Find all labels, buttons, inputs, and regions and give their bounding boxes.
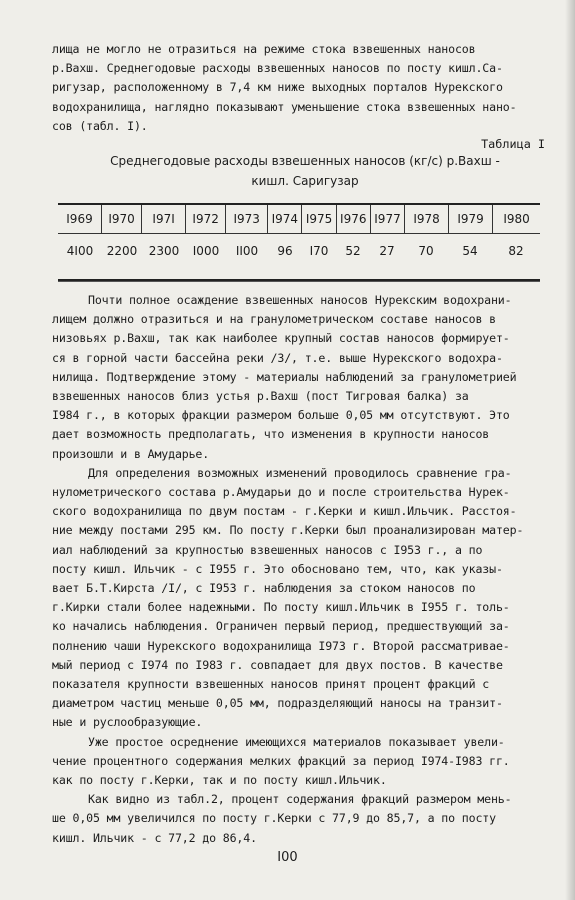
text-line: ского водохранилища по двум постам - г.Керки и кишл.Ильчик. Расстоя- [52, 504, 517, 519]
table-value-cell: 70 [418, 244, 434, 258]
table-bottom-rule-2 [58, 281, 540, 282]
text-line: р.Вахш. Среднегодовые расходы взвешенных наносов по посту кишл.Са- [52, 61, 503, 76]
page-edge-shadow [565, 0, 575, 900]
paragraph-first-line: Как видно из табл.2, процент содержания фракций размером мень- [88, 792, 512, 807]
table-value-cell: 82 [508, 244, 524, 258]
paragraph-first-line: Для определения возможных изменений проводилось сравнение гра- [88, 465, 512, 480]
text-line: посту кишл. Ильчик - с I955 г. Это обосновано тем, что, как указы- [52, 561, 503, 576]
table-value-cell: 4I00 [66, 244, 94, 258]
text-line: ся в горной части бассейна реки /3/, т.е. выше Нурекского водохра- [52, 350, 503, 365]
text-line: дает возможность предполагать, что изменения в крупности наносов [52, 427, 490, 442]
table-year-cell: I970 [102, 205, 142, 233]
table-caption-line-1: Среднегодовые расходы взвешенных наносов (кг/с) р.Вахш - [110, 154, 500, 168]
table-year-cell: I969 [58, 205, 102, 233]
table-values-row [58, 234, 540, 268]
text-line: ригузар, расположенному в 7,4 км ниже выходных порталов Нурекского [52, 80, 503, 95]
text-line: нилища. Подтверждение этому - материалы наблюдений за гранулометрией [52, 369, 517, 384]
text-line: низовьях р.Вахш, так как наиболее крупный состав наносов формирует- [52, 331, 510, 346]
table-year-cell: I976 [337, 205, 371, 233]
text-line: диаметром частиц меньше 0,05 мм, подразделяющий наносы на транзит- [52, 696, 503, 711]
table-header-row [58, 205, 540, 233]
table-value-cell: 2200 [106, 244, 138, 258]
text-line: кишл. Ильчик - с 77,2 до 86,4. [52, 830, 257, 845]
text-line: чение процентного содержания мелких фракций за период I974-I983 гг. [52, 753, 510, 768]
text-line: показателя крупности взвешенных наносов принят процент фракций с [52, 677, 490, 692]
paragraph-first-line: Почти полное осаждение взвешенных наносов Нурекским водохрани- [88, 293, 512, 307]
text-line: I984 г., в которых фракции размером больше 0,05 мм отсутствуют. Это [52, 408, 510, 423]
table-value-cell: II00 [235, 244, 259, 258]
table-year-cell: I980 [503, 212, 530, 226]
text-line: лищем должно отразиться и на гранулометрическом составе наносов в [52, 312, 496, 327]
table-year-cell: I975 [302, 205, 336, 233]
text-line: вает Б.Т.Кирста /I/, с I953 г. наблюдения за стоком наносов по [52, 581, 476, 596]
table-value-cell: 2300 [148, 244, 180, 258]
text-line: сов (табл. I). [52, 118, 148, 133]
table-year-cell: I972 [186, 205, 226, 233]
text-line: иал наблюдений за крупностью взвешенных наносов с I953 г., а по [52, 542, 483, 557]
intro-paragraph [52, 40, 562, 136]
body-text [52, 291, 562, 848]
text-line: водохранилища, наглядно показывают уменьшение стока взвешенных нано- [52, 99, 517, 114]
table-year-cell: I97I [142, 205, 186, 233]
text-line: произошли и в Амударье. [52, 446, 210, 461]
table-year-cell: I974 [268, 205, 302, 233]
text-line: мый период с I974 по I983 г. совпадает для двух постов. В качестве [52, 657, 503, 672]
text-line: ко начались наблюдения. Ограничен первый период, предшествующий за- [52, 619, 510, 634]
table-value-cell: 54 [462, 244, 478, 258]
table-value-cell: 96 [277, 244, 293, 258]
text-line: нулометрического состава р.Амударьи до и после строительства Нурек- [52, 485, 510, 500]
table-caption-line-2: кишл. Саригузар [251, 174, 359, 188]
paragraph-first-line: Уже простое осреднение имеющихся материалов показывает увели- [88, 734, 505, 749]
table-value-cell: 27 [379, 244, 395, 258]
table-value-cell: I000 [192, 244, 220, 258]
page-number: I00 [277, 850, 298, 865]
text-line: взвешенных наносов близ устья р.Вахш (пост Тигровая балка) за [52, 389, 469, 404]
text-line: ные и руслообразующие. [52, 715, 203, 730]
text-line: г.Кирки стали более надежными. По посту кишл.Ильчик в I955 г. толь- [52, 600, 510, 615]
table-label: Таблица I [481, 137, 545, 151]
table-year-cell: I973 [226, 205, 268, 233]
table-value-cell: I70 [309, 244, 329, 258]
text-line: полнению чаши Нурекского водохранилища I973 г. Второй рассматривае- [52, 638, 510, 653]
text-line: ние между постами 295 км. По посту г.Керки был проанализирован матер- [52, 523, 524, 538]
text-line: лища не могло не отразиться на режиме стока взвешенных наносов [52, 42, 476, 56]
table-year-cell: I977 [371, 205, 405, 233]
table-year-cell: I979 [449, 205, 493, 233]
table-value-cell: 52 [345, 244, 361, 258]
sediment-table [58, 203, 540, 268]
text-line: как по посту г.Керки, так и по посту кишл.Ильчик. [52, 773, 387, 788]
table-year-cell: I978 [405, 205, 449, 233]
text-line: ше 0,05 мм увеличился по посту г.Керки с 77,9 до 85,7, а по посту [52, 811, 496, 826]
